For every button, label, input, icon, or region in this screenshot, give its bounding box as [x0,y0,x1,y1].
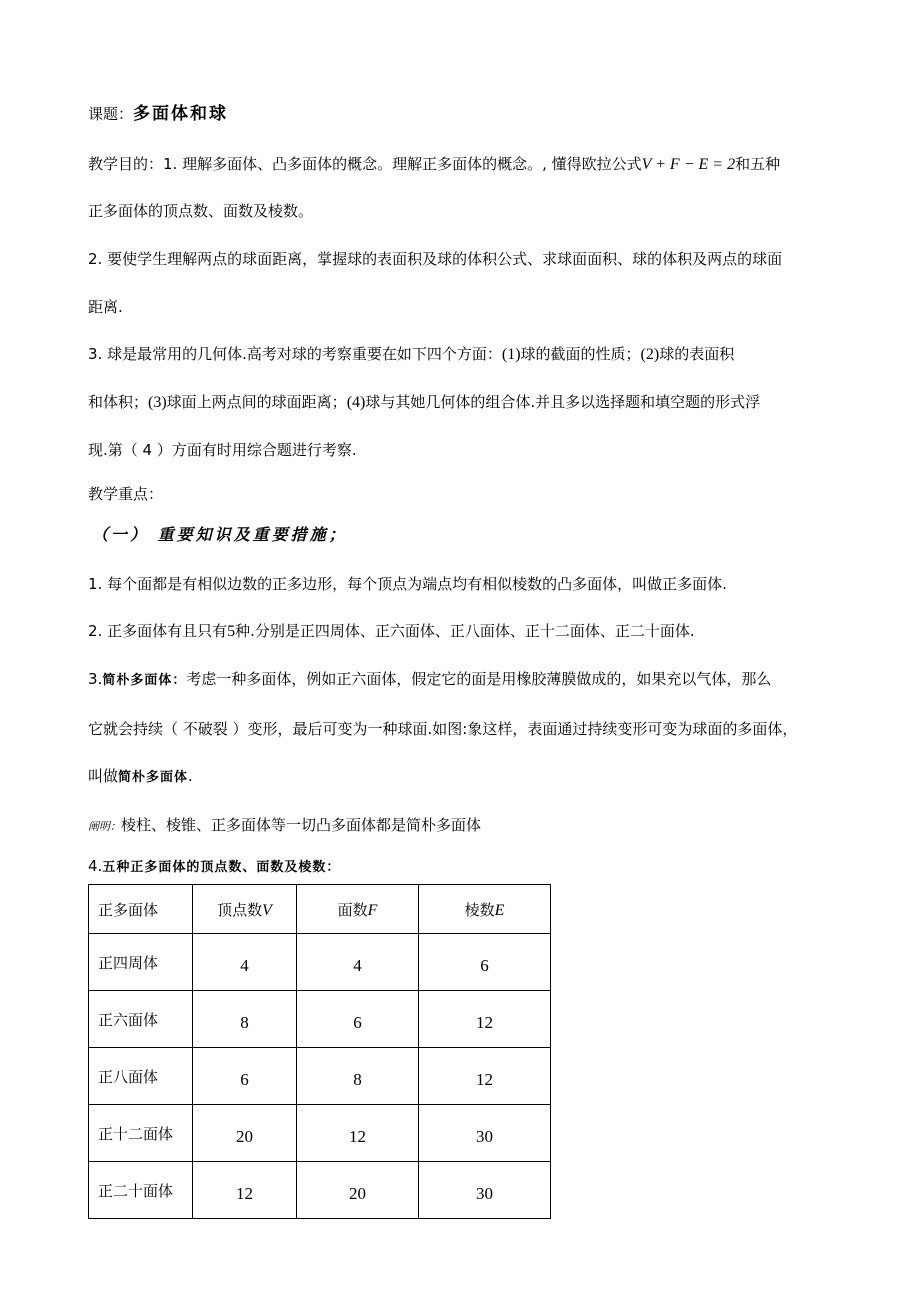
header-edges-symbol: E [494,901,505,919]
header-edges [419,885,551,934]
table-row [89,991,551,1048]
objective-3-line-3: 现.第（ 4 ）方面有时用综合题进行考察. [88,441,357,459]
aspect-2-text: 球的表面积 [659,345,735,363]
table-row [89,934,551,991]
aspect-1-number: (1) [501,346,521,363]
row-name: 正二十面体 [89,1162,193,1219]
euler-formula: V + F − E = 2 [641,156,736,173]
aspect-3-text: 球面上两点间的球面距离； [166,393,347,411]
table-header-row [89,885,551,934]
row-edges: 12 [419,991,551,1048]
objectives-line-1 [88,154,780,175]
objective-3-text: 3. 球是最常用的几何体.高考对球的考察重要在如下四个方面： [88,345,502,363]
header-polyhedron: 正多面体 [89,885,193,934]
row-edges: 12 [419,1048,551,1105]
row-faces: 4 [297,934,419,991]
key-item-4-number: 4. [88,857,103,875]
row-name: 正六面体 [89,991,193,1048]
note-line [88,815,481,837]
key-points-label: 教学重点： [88,485,164,503]
row-vertices: 6 [193,1048,297,1105]
row-vertices: 20 [193,1105,297,1162]
objective-3-line-1 [88,344,734,365]
row-vertices: 4 [193,934,297,991]
key-item-3-line-2: 它就会持续（ 不破裂 ）变形，最后可变为一种球面.如图:象这样，表面通过持续变形可变为球面的多面体， [88,720,798,738]
row-edges: 30 [419,1162,551,1219]
note-label: 阐明： [88,820,121,833]
header-vertices-symbol: V [262,901,272,919]
aspect-3-number: (3) [148,394,167,411]
header-edges-label: 棱数 [464,900,495,919]
objective-3-line-2 [88,392,760,413]
row-vertices: 12 [193,1162,297,1219]
key-item-4-label: 五种正多面体的顶点数、面数及棱数： [102,860,341,875]
row-faces: 6 [297,991,419,1048]
row-name: 正四周体 [89,934,193,991]
row-faces: 8 [297,1048,419,1105]
row-name: 正八面体 [89,1048,193,1105]
row-faces: 12 [297,1105,419,1162]
row-faces: 20 [297,1162,419,1219]
table-row [89,1162,551,1219]
key-item-2 [88,621,695,642]
header-vertices [193,885,297,934]
note-text: 棱柱、棱锥、正多面体等一切凸多面体都是简朴多面体 [121,816,482,834]
aspect-4-number: (4) [346,394,366,411]
row-vertices: 8 [193,991,297,1048]
key-item-2-text: 2. 正多面体有且只有 [88,622,228,640]
aspect-4-text: 球与其她几何体的组合体.并且多以选择题和填空题的形式浮 [365,393,761,411]
row-name: 正十二面体 [89,1105,193,1162]
key-item-3-text: 考虑一种多面体，例如正六面体，假定它的面是用橡胶薄膜做成的，如果充以气体，那么 [186,670,772,688]
aspect-2-text-end: 和体积； [88,393,149,411]
header-faces [297,885,419,934]
objective-2-line-2: 距离. [88,298,123,316]
key-item-3-line-3 [88,766,193,788]
title-text: 多面体和球 [133,104,229,124]
objectives-line-2: 正多面体的顶点数、面数及棱数。 [88,202,314,220]
aspect-1-text: 球的截面的性质； [520,345,641,363]
key-item-3-text-end: 叫做 [88,767,119,785]
key-item-3-number: 3. [88,670,103,688]
simple-polyhedron-term: 简朴多面体： [102,673,187,688]
key-item-2-number: 5 [227,623,236,640]
page-title [88,104,228,124]
simple-polyhedron-term-2: 简朴多面体 [118,770,189,785]
title-label: 课题： [88,105,134,123]
row-edges: 6 [419,934,551,991]
header-vertices-label: 顶点数 [217,900,263,919]
key-item-3-line-1 [88,669,771,691]
section-heading: （一） 重要知识及重要措施； [92,525,348,544]
key-item-1: 1. 每个面都是有相似边数的正多边形，每个顶点为端点均有相似棱数的凸多面体，叫做正多面体. [88,575,727,593]
objective-1-text-end: 和五种 [735,155,781,173]
objectives-label: 教学目的： [88,155,164,173]
key-item-3-period: . [188,767,193,785]
key-item-2-text-end: 种.分别是正四周体、正六面体、正八面体、正十二面体、正二十面体. [235,622,695,640]
table-row [89,1105,551,1162]
key-item-4 [88,856,340,878]
objective-2-line-1: 2. 要使学生理解两点的球面距离，掌握球的表面积及球的体积公式、求球面面积、球的体积及两点的球面 [88,250,783,268]
header-faces-symbol: F [367,901,378,919]
objective-1-text: 1. 理解多面体、凸多面体的概念。理解正多面体的概念。, 懂得欧拉公式 [163,155,642,173]
table-row [89,1048,551,1105]
polyhedra-table [88,884,551,1219]
aspect-2-number: (2) [640,346,660,363]
row-edges: 30 [419,1105,551,1162]
header-faces-label: 面数 [337,900,368,919]
